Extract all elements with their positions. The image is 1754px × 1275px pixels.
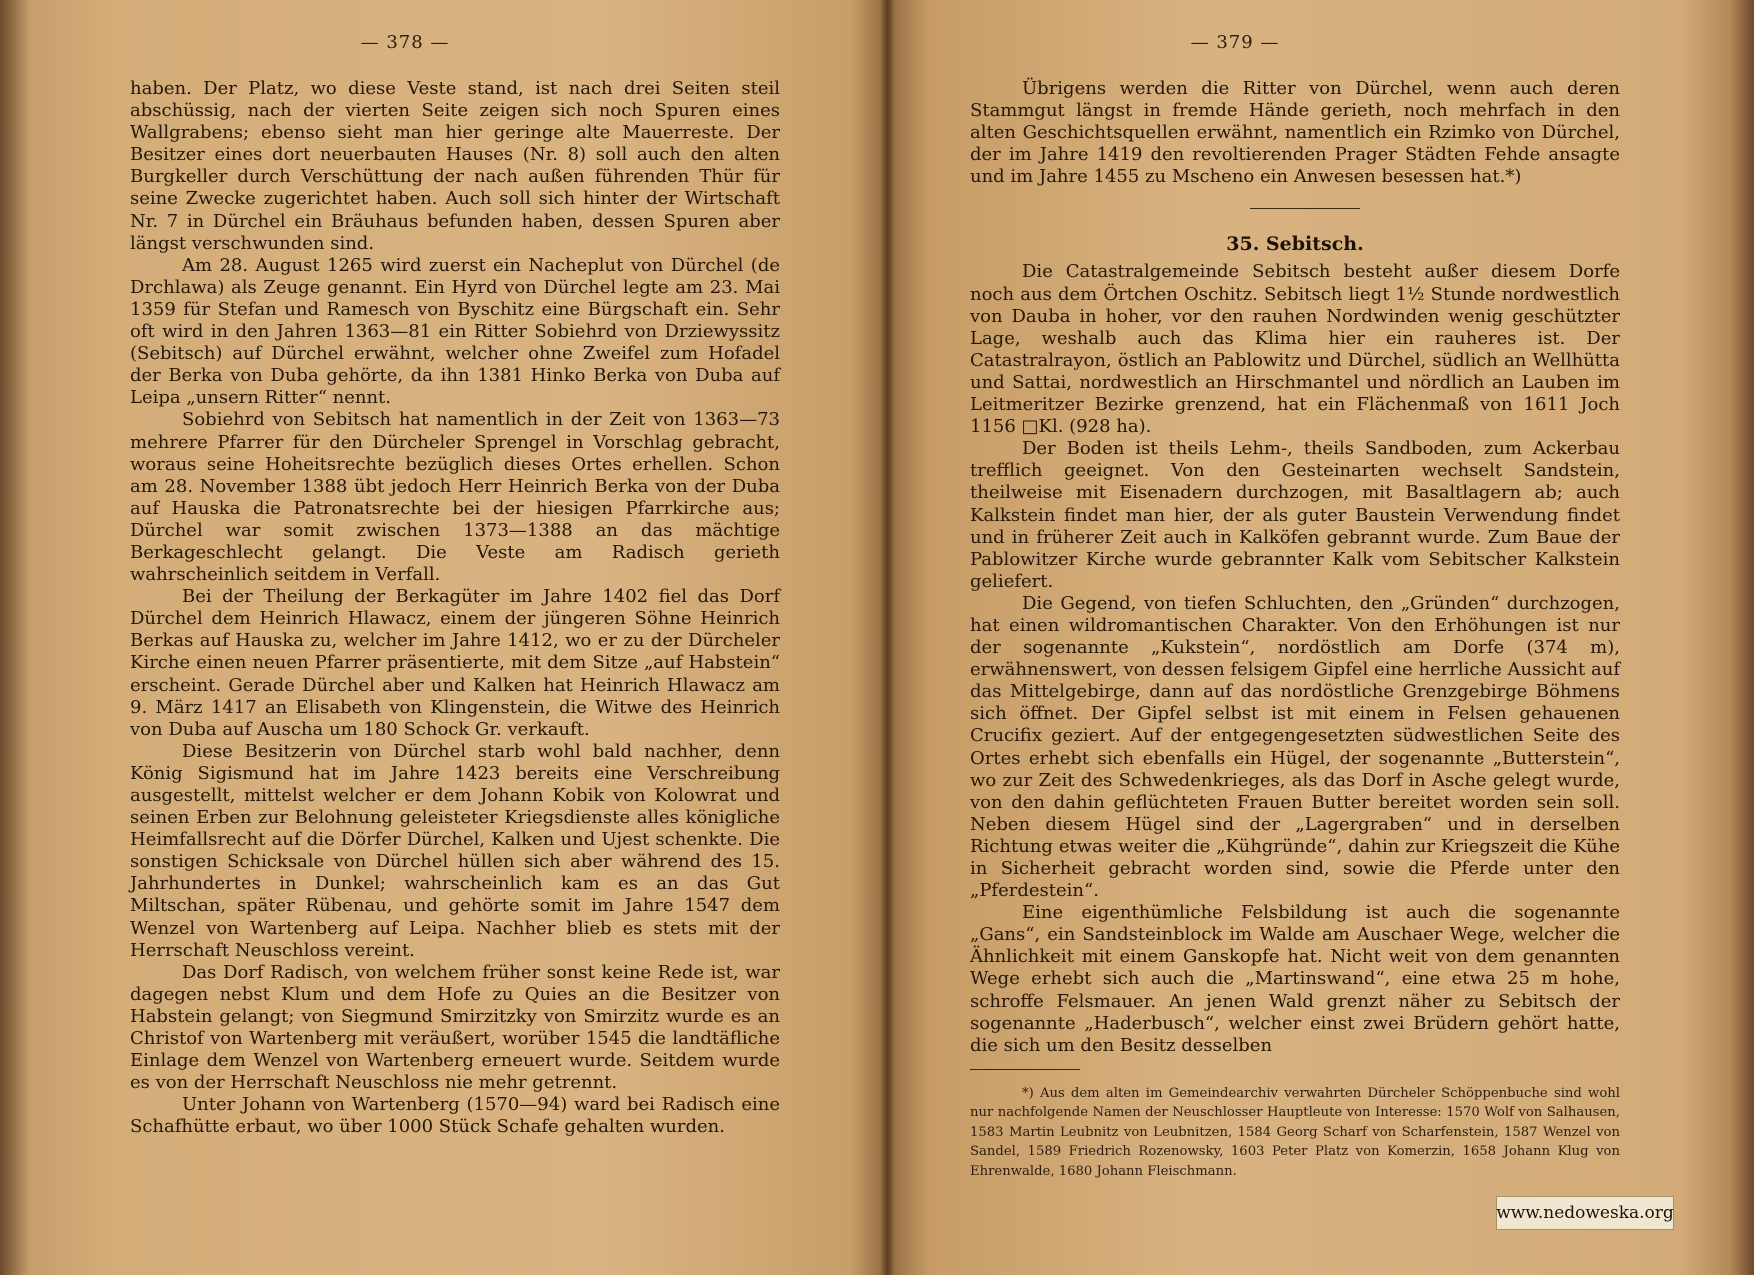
page-body <box>970 78 1620 1181</box>
page-number: — 378 — <box>360 32 450 53</box>
footnote-divider <box>970 1069 1080 1070</box>
page-body <box>130 78 780 1139</box>
paragraph: Die Gegend, von tiefen Schluchten, den „Gründen“ durchzogen, hat einen wildromantischen Charakter. Von den Erhöhungen ist nur der sogenannte „Kukstein“, nordöstlich am Dorfe (374 m), erwähnenswert, von dessen felsigem Gipfel eine herrliche Aussicht auf das Mittelgebirge, dann auf das nordöstliche Grenzgebirge Böhmens sich öffnet. Der Gipfel selbst ist mit einem in Felsen gehauenen Crucifix geziert. Auf der entgegengesetzten südwestlichen Seite des Ortes erhebt sich ebenfalls ein Hügel, der sogenannte „Butterstein“, wo zur Zeit des Schwedenkrieges, als das Dorf in Asche gelegt wurde, von den dahin geflüchteten Frauen Butter bereitet worden sein soll. Neben diesem Hügel sind der „Lagergraben“ und in derselben Richtung etwas weiter die „Kühgründe“, dahin zur Kriegszeit die Kühe in Sicherheit gebracht worden sind, sowie die Pferde unter den „Pferdestein“. <box>970 592 1620 902</box>
paragraph: Eine eigenthümliche Felsbildung ist auch die sogenannte „Gans“, ein Sandsteinblock im Walde am Auschaer Wege, welcher die Ähnlichkeit mit einem Ganskopfe hat. Nicht weit von dem genannten Wege erhebt sich auch die „Martinswand“, eine etwa 25 m hohe, schroffe Felsmauer. An jenen Wald grenzt näher zu Sebitsch der sogenannte „Haderbusch“, welcher einst zwei Brüdern gehört hatte, die sich um den Besitz desselben <box>970 902 1620 1056</box>
paragraph: Bei der Theilung der Berkagüter im Jahre 1402 fiel das Dorf Dürchel dem Heinrich Hlawacz, einem der jüngeren Söhne Heinrich Berkas auf Hauska zu, welcher im Jahre 1412, wo er zu der Dürcheler Kirche einen neuen Pfarrer präsentierte, mit dem Sitze „auf Habstein“ erscheint. Gerade Dürchel aber und Kalken hat Heinrich Hlawacz am 9. März 1417 an Elisabeth von Klingenstein, die Witwe des Heinrich von Duba auf Auscha um 180 Schock Gr. verkauft. <box>130 586 780 740</box>
section-divider <box>1250 208 1360 209</box>
paragraph: Sobiehrd von Sebitsch hat namentlich in der Zeit von 1363—73 mehrere Pfarrer für den Dürcheler Sprengel in Vorschlag gebracht, woraus seine Hoheitsrechte bezüglich dieses Ortes erhellen. Schon am 28. November 1388 übt jedoch Herr Heinrich Berka von der Duba auf Hauska die Patronatsrechte bei der hiesigen Pfarrkirche aus; Dürchel war somit zwischen 1373—1388 an das mächtige Berkageschlecht gelangt. Die Veste am Radisch gerieth wahrscheinlich seitdem in Verfall. <box>130 409 780 586</box>
right-page <box>970 0 1620 1275</box>
page-number: — 379 — <box>1190 32 1280 53</box>
book-spine <box>880 0 894 1275</box>
paragraph: Die Catastralgemeinde Sebitsch besteht außer diesem Dorfe noch aus dem Örtchen Oschitz. Sebitsch liegt 1½ Stunde nordwestlich von Dauba in hoher, vor den rauhen Nordwinden wenig geschützter Lage, weshalb auch das Klima hier ein rauheres ist. Der Catastralrayon, östlich an Pablowitz und Dürchel, südlich an Wellhütta und Sattai, nordwestlich an Hirschmantel und nördlich an Lauben im Leitmeritzer Bezirke grenzend, hat ein Flächenmaß von 1611 Joch 1156 □Kl. (928 ha). <box>970 261 1620 438</box>
paragraph: haben. Der Platz, wo diese Veste stand, ist nach drei Seiten steil abschüssig, nach der vierten Seite zeigen sich noch Spuren eines Wallgrabens; ebenso sieht man hier geringe alte Mauerreste. Der Besitzer eines dort neuerbauten Hauses (Nr. 8) soll auch den alten Burgkeller durch Verschüttung der nach außen führenden Thür für seine Zwecke zugerichtet haben. Auch soll sich hinter der Wirtschaft Nr. 7 in Dürchel ein Bräuhaus befunden haben, dessen Spuren aber längst verschwunden sind. <box>130 78 780 254</box>
paragraph: Das Dorf Radisch, von welchem früher sonst keine Rede ist, war dagegen nebst Klum und dem Hofe zu Quies an die Besitzer von Habstein gelangt; von Siegmund Smirzitzky von Smirzitz wurde es an Christof von Wartenberg mit veräußert, worüber 1545 die landtäfliche Einlage dem Wenzel von Wartenberg erneuert wurde. Seitdem wurde es von der Herrschaft Neuschloss nie mehr getrennt. <box>130 961 780 1094</box>
footnote: *) Aus dem alten im Gemeindearchiv verwahrten Dürcheler Schöppenbuche sind wohl nur nachfolgende Namen der Neuschlosser Hauptleute von Interesse: 1570 Wolf von Salhausen, 1583 Martin Leubnitz von Leubnitzen, 1584 Georg Scharf von Scharfenstein, 1587 Wenzel von Sandel, 1589 Friedrich Rozenowsky, 1603 Peter Platz von Komerzin, 1658 Johann Klug von Ehrenwalde, 1680 Johann Fleischmann. <box>970 1085 1620 1179</box>
paragraph: Der Boden ist theils Lehm-, theils Sandboden, zum Ackerbau trefflich geeignet. Von den Gesteinarten wechselt Sandstein, theilweise mit Eisenadern durchzogen, mit Basaltlagern ab; auch Kalkstein findet man hier, der als guter Baustein Verwendung findet und in früherer Zeit auch in Kalköfen gebrannt wurde. Zum Baue der Pablowitzer Kirche wurde gebrannter Kalk vom Sebitscher Kalkstein geliefert. <box>970 438 1620 592</box>
section-heading: 35. Sebitsch. <box>1226 233 1364 256</box>
paragraph: Übrigens werden die Ritter von Dürchel, wenn auch deren Stammgut längst in fremde Hände gerieth, noch mehrfach in den alten Geschichtsquellen erwähnt, namentlich ein Rzimko von Dürchel, der im Jahre 1419 den revoltierenden Prager Städten Fehde ansagte und im Jahre 1455 zu Mscheno ein Anwesen besessen hat.*) <box>970 78 1620 188</box>
paragraph: Diese Besitzerin von Dürchel starb wohl bald nachher, denn König Sigismund hat im Jahre 1423 bereits eine Verschreibung ausgestellt, mittelst welcher er dem Johann Kobik von Kolowrat und seinen Erben zur Belohnung geleisteter Kriegsdienste alles königliche Heimfallsrecht auf die Dörfer Dürchel, Kalken und Ujest schenkte. Die sonstigen Schicksale von Dürchel hüllen sich aber während des 15. Jahrhundertes in Dunkel; wahrscheinlich kam es an das Gut Miltschan, später Rübenau, und gehörte somit im Jahre 1547 dem Wenzel von Wartenberg auf Leipa. Nachher blieb es stets mit der Herrschaft Neuschloss vereint. <box>130 740 780 961</box>
left-page <box>130 0 780 1275</box>
paragraph: Am 28. August 1265 wird zuerst ein Nacheplut von Dürchel (de Drchlawa) als Zeuge genannt. Ein Hyrd von Dürchel legte am 23. Mai 1359 für Stefan und Ramesch von Byschitz eine Bürgschaft ein. Sehr oft wird in den Jahren 1363—81 ein Ritter Sobiehrd von Drziewyssitz (Sebitsch) auf Dürchel erwähnt, welcher ohne Zweifel zum Hofadel der Berka von Duba gehörte, da ihn 1381 Hinko Berka von Duba auf Leipa „unsern Ritter“ nennt. <box>130 254 780 409</box>
paragraph: Unter Johann von Wartenberg (1570—94) ward bei Radisch eine Schafhütte erbaut, wo über 1000 Stück Schafe gehalten wurden. <box>130 1094 780 1138</box>
watermark-link[interactable]: www.nedoweska.org <box>1496 1196 1674 1230</box>
